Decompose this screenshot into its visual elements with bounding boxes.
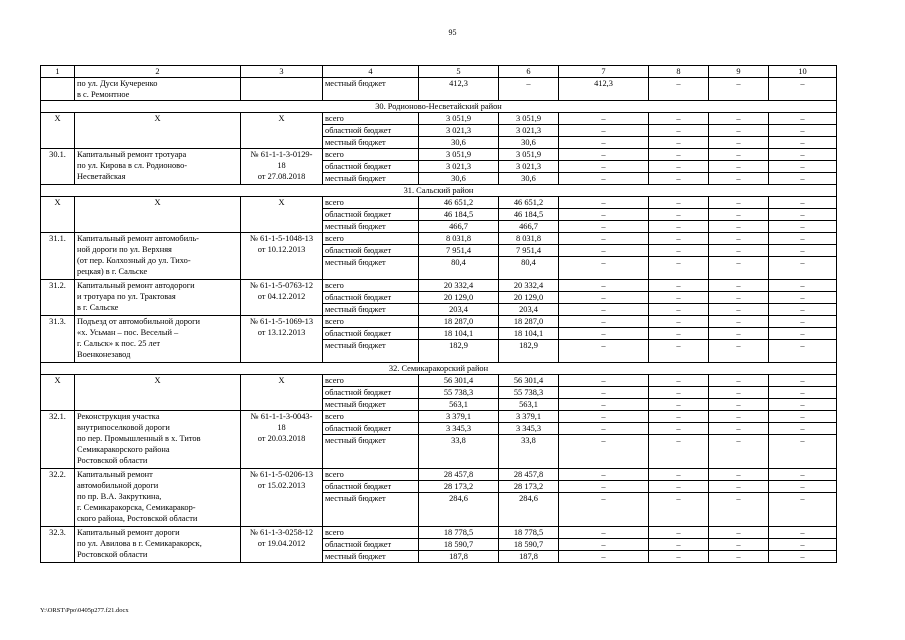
cell-value: 18 104,1 — [419, 328, 499, 340]
cell-value: – — [559, 375, 649, 387]
cell-value: – — [769, 411, 837, 423]
cell-value: – — [709, 78, 769, 101]
cell-value: – — [709, 245, 769, 257]
cell-value: 18 287,0 — [499, 316, 559, 328]
cell-value: 3 379,1 — [499, 411, 559, 423]
section-title: 30. Родионово-Несветайский район — [41, 101, 837, 113]
column-header: 2 — [75, 66, 241, 78]
cell-document: № 61-1-3-0258-12 от 19.04.2012 — [241, 527, 323, 563]
column-header: 8 — [649, 66, 709, 78]
cell-value: 46 184,5 — [419, 209, 499, 221]
cell-value: – — [769, 469, 837, 481]
cell-value: – — [559, 423, 649, 435]
cell-value: 28 457,8 — [419, 469, 499, 481]
cell-value: 56 301,4 — [499, 375, 559, 387]
cell-value: 55 738,3 — [419, 387, 499, 399]
cell-value: 46 184,5 — [499, 209, 559, 221]
cell-value: 30,6 — [499, 137, 559, 149]
cell-value: – — [709, 527, 769, 539]
cell-budget-source: местный бюджет — [323, 399, 419, 411]
cell-value: – — [709, 551, 769, 563]
cell-document: Х — [241, 197, 323, 233]
column-header: 5 — [419, 66, 499, 78]
column-header: 6 — [499, 66, 559, 78]
cell-budget-source: местный бюджет — [323, 78, 419, 101]
cell-value: – — [559, 197, 649, 209]
table-row — [41, 78, 837, 101]
table-row — [41, 113, 837, 125]
cell-value: 30,6 — [419, 137, 499, 149]
cell-value: – — [709, 113, 769, 125]
cell-value: – — [649, 233, 709, 245]
cell-value: – — [649, 149, 709, 161]
cell-value: 20 129,0 — [499, 292, 559, 304]
cell-object-name: Капитальный ремонт автомобильной дороги по пр. В.А. Закруткина, г. Семикаракорска, Семикаракор- ского района, Ростовской области — [75, 469, 241, 527]
cell-value: – — [769, 328, 837, 340]
cell-budget-source: областной бюджет — [323, 387, 419, 399]
cell-value: – — [559, 137, 649, 149]
cell-value: – — [769, 304, 837, 316]
cell-budget-source: областной бюджет — [323, 292, 419, 304]
cell-value: 33,8 — [499, 435, 559, 469]
cell-value: – — [709, 161, 769, 173]
cell-value: – — [769, 197, 837, 209]
table-row — [41, 316, 837, 328]
cell-value: – — [769, 125, 837, 137]
cell-value: 3 345,3 — [499, 423, 559, 435]
cell-value: – — [769, 527, 837, 539]
cell-budget-source: областной бюджет — [323, 245, 419, 257]
cell-value: – — [769, 173, 837, 185]
cell-budget-source: областной бюджет — [323, 423, 419, 435]
cell-value: – — [649, 304, 709, 316]
cell-object-name: Капитальный ремонт тротуара по ул. Кирова в сл. Родионово- Несветайская — [75, 149, 241, 185]
cell-value: 18 778,5 — [499, 527, 559, 539]
cell-budget-source: местный бюджет — [323, 340, 419, 363]
cell-budget-source: всего — [323, 375, 419, 387]
cell-value: – — [559, 493, 649, 527]
cell-value: – — [769, 280, 837, 292]
cell-value: 30,6 — [499, 173, 559, 185]
cell-value: – — [709, 469, 769, 481]
cell-value: – — [649, 257, 709, 280]
cell-value: – — [769, 245, 837, 257]
cell-value: 8 031,8 — [499, 233, 559, 245]
cell-value: – — [769, 387, 837, 399]
cell-value: – — [649, 316, 709, 328]
cell-value: – — [769, 257, 837, 280]
cell-document: № 61-1-5-0763-12 от 04.12.2012 — [241, 280, 323, 316]
cell-value: – — [769, 551, 837, 563]
cell-value: 284,6 — [419, 493, 499, 527]
cell-value: – — [769, 423, 837, 435]
cell-value: – — [709, 411, 769, 423]
cell-object-name: Подъезд от автомобильной дороги «х. Усьман – пос. Веселый – г. Сальск» к пос. 25 лет Военконезавод — [75, 316, 241, 363]
cell-value: – — [559, 399, 649, 411]
cell-value: – — [709, 387, 769, 399]
cell-value: 80,4 — [499, 257, 559, 280]
cell-value: – — [709, 435, 769, 469]
cell-value: – — [709, 149, 769, 161]
cell-value: 28 173,2 — [499, 481, 559, 493]
cell-value: – — [649, 481, 709, 493]
cell-value: 18 778,5 — [419, 527, 499, 539]
cell-budget-source: всего — [323, 527, 419, 539]
cell-value: – — [709, 304, 769, 316]
cell-value: – — [769, 161, 837, 173]
cell-value: – — [769, 137, 837, 149]
cell-value: – — [649, 539, 709, 551]
cell-value: – — [709, 221, 769, 233]
cell-value: – — [499, 78, 559, 101]
cell-object-name: Капитальный ремонт дороги по ул. Авилова в г. Семикаракорск, Ростовской области — [75, 527, 241, 563]
cell-value: – — [709, 539, 769, 551]
section-row — [41, 101, 837, 113]
cell-budget-source: всего — [323, 149, 419, 161]
cell-value: – — [769, 399, 837, 411]
cell-value: – — [559, 233, 649, 245]
cell-value: 20 332,4 — [419, 280, 499, 292]
cell-value: 412,3 — [419, 78, 499, 101]
cell-value: 18 104,1 — [499, 328, 559, 340]
cell-value: 187,8 — [499, 551, 559, 563]
cell-value: – — [649, 328, 709, 340]
cell-value: – — [769, 292, 837, 304]
cell-object-name: Капитальный ремонт автодороги и тротуара по ул. Трактовая в г. Сальске — [75, 280, 241, 316]
cell-value: – — [769, 113, 837, 125]
cell-value: – — [649, 78, 709, 101]
cell-budget-source: областной бюджет — [323, 328, 419, 340]
cell-document: № 61-1-5-0206-13 от 15.02.2013 — [241, 469, 323, 527]
table-row — [41, 527, 837, 539]
cell-value: – — [649, 209, 709, 221]
cell-value: – — [559, 328, 649, 340]
cell-value: – — [649, 245, 709, 257]
cell-object-name: по ул. Дуси Кучеренко в с. Ремонтное — [75, 78, 241, 101]
cell-value: – — [559, 113, 649, 125]
cell-value: – — [559, 551, 649, 563]
table-row — [41, 280, 837, 292]
cell-value: 7 951,4 — [499, 245, 559, 257]
cell-budget-source: местный бюджет — [323, 137, 419, 149]
cell-value: – — [769, 375, 837, 387]
cell-value: – — [709, 197, 769, 209]
cell-value: 18 590,7 — [419, 539, 499, 551]
cell-object-name: Х — [75, 375, 241, 411]
cell-value: – — [559, 481, 649, 493]
cell-number — [41, 78, 75, 101]
cell-budget-source: всего — [323, 469, 419, 481]
cell-value: – — [709, 209, 769, 221]
cell-budget-source: областной бюджет — [323, 161, 419, 173]
column-header: 4 — [323, 66, 419, 78]
cell-value: 182,9 — [419, 340, 499, 363]
cell-value: – — [709, 280, 769, 292]
cell-value: 3 345,3 — [419, 423, 499, 435]
cell-value: 18 287,0 — [419, 316, 499, 328]
cell-value: 3 051,9 — [499, 113, 559, 125]
cell-value: – — [769, 493, 837, 527]
cell-value: – — [559, 316, 649, 328]
cell-budget-source: местный бюджет — [323, 493, 419, 527]
cell-value: – — [559, 340, 649, 363]
cell-value: – — [649, 375, 709, 387]
cell-value: – — [769, 221, 837, 233]
cell-value: 3 021,3 — [419, 125, 499, 137]
cell-value: – — [559, 469, 649, 481]
cell-value: – — [709, 375, 769, 387]
cell-value: – — [649, 435, 709, 469]
cell-value: – — [709, 423, 769, 435]
cell-value: 412,3 — [559, 78, 649, 101]
table-row — [41, 233, 837, 245]
footer-file-path: Y:\ORST\Ppo\0405p277.f21.docx — [40, 607, 129, 614]
cell-value: – — [559, 257, 649, 280]
cell-document: Х — [241, 113, 323, 149]
cell-value: – — [769, 316, 837, 328]
cell-document: № 61-1-1-3-0043- 18 от 20.03.2018 — [241, 411, 323, 469]
cell-value: – — [649, 221, 709, 233]
cell-value: 56 301,4 — [419, 375, 499, 387]
column-header: 1 — [41, 66, 75, 78]
cell-number: 32.1. — [41, 411, 75, 469]
budget-table — [40, 65, 837, 563]
column-header: 7 — [559, 66, 649, 78]
cell-budget-source: местный бюджет — [323, 435, 419, 469]
cell-value: – — [769, 539, 837, 551]
cell-number: Х — [41, 197, 75, 233]
cell-budget-source: местный бюджет — [323, 173, 419, 185]
cell-budget-source: всего — [323, 411, 419, 423]
cell-value: – — [559, 125, 649, 137]
table-row — [41, 197, 837, 209]
cell-value: – — [769, 78, 837, 101]
cell-value: – — [649, 411, 709, 423]
cell-number: 31.3. — [41, 316, 75, 363]
cell-value: – — [649, 161, 709, 173]
column-header: 9 — [709, 66, 769, 78]
cell-value: – — [649, 387, 709, 399]
cell-value: 80,4 — [419, 257, 499, 280]
cell-value: – — [559, 221, 649, 233]
cell-document: № 61-1-5-1069-13 от 13.12.2013 — [241, 316, 323, 363]
cell-value: 182,9 — [499, 340, 559, 363]
cell-value: – — [769, 435, 837, 469]
cell-value: – — [649, 527, 709, 539]
cell-document: № 61-1-1-3-0129- 18 от 27.08.2018 — [241, 149, 323, 185]
cell-value: – — [649, 137, 709, 149]
cell-value: 7 951,4 — [419, 245, 499, 257]
cell-number: 31.2. — [41, 280, 75, 316]
cell-value: – — [769, 340, 837, 363]
cell-value: 203,4 — [499, 304, 559, 316]
cell-value: – — [649, 173, 709, 185]
column-header: 3 — [241, 66, 323, 78]
cell-value: – — [649, 469, 709, 481]
cell-value: 28 457,8 — [499, 469, 559, 481]
cell-value: – — [769, 209, 837, 221]
cell-value: 46 651,2 — [499, 197, 559, 209]
cell-document: Х — [241, 375, 323, 411]
cell-object-name: Капитальный ремонт автомобиль- ной дороги по ул. Верхняя (от пер. Колхозный до ул. Тихо- рецкая) в г. Сальске — [75, 233, 241, 280]
cell-value: 20 332,4 — [499, 280, 559, 292]
table-row — [41, 149, 837, 161]
cell-value: – — [559, 245, 649, 257]
cell-value: – — [709, 340, 769, 363]
cell-budget-source: областной бюджет — [323, 125, 419, 137]
cell-value: 18 590,7 — [499, 539, 559, 551]
cell-value: – — [559, 280, 649, 292]
cell-value: 33,8 — [419, 435, 499, 469]
cell-budget-source: местный бюджет — [323, 304, 419, 316]
cell-value: 563,1 — [499, 399, 559, 411]
cell-value: 8 031,8 — [419, 233, 499, 245]
cell-number: 32.2. — [41, 469, 75, 527]
cell-value: 466,7 — [419, 221, 499, 233]
cell-value: – — [649, 280, 709, 292]
cell-value: – — [769, 233, 837, 245]
cell-number: Х — [41, 113, 75, 149]
cell-value: – — [709, 125, 769, 137]
cell-value: – — [559, 539, 649, 551]
cell-document: № 61-1-5-1048-13 от 10.12.2013 — [241, 233, 323, 280]
cell-value: – — [709, 328, 769, 340]
table-row — [41, 375, 837, 387]
cell-budget-source: всего — [323, 113, 419, 125]
cell-value: – — [709, 233, 769, 245]
cell-value: 55 738,3 — [499, 387, 559, 399]
cell-value: – — [769, 149, 837, 161]
cell-value: – — [649, 197, 709, 209]
cell-value: – — [709, 137, 769, 149]
column-number-row — [41, 66, 837, 78]
cell-value: – — [649, 551, 709, 563]
cell-value: 20 129,0 — [419, 292, 499, 304]
cell-value: – — [559, 161, 649, 173]
section-row — [41, 185, 837, 197]
cell-value: – — [649, 113, 709, 125]
cell-budget-source: областной бюджет — [323, 539, 419, 551]
cell-value: 46 651,2 — [419, 197, 499, 209]
page-number: 95 — [448, 28, 457, 37]
cell-object-name: Х — [75, 197, 241, 233]
cell-value: – — [709, 257, 769, 280]
cell-value: – — [649, 423, 709, 435]
cell-budget-source: всего — [323, 233, 419, 245]
cell-number: 30.1. — [41, 149, 75, 185]
cell-value: – — [559, 149, 649, 161]
table-body — [41, 66, 837, 563]
cell-value: 30,6 — [419, 173, 499, 185]
cell-value: – — [559, 435, 649, 469]
cell-value: 563,1 — [419, 399, 499, 411]
cell-budget-source: областной бюджет — [323, 481, 419, 493]
cell-value: – — [709, 399, 769, 411]
cell-budget-source: местный бюджет — [323, 221, 419, 233]
cell-value: – — [649, 493, 709, 527]
cell-value: 466,7 — [499, 221, 559, 233]
cell-value: – — [709, 292, 769, 304]
cell-budget-source: местный бюджет — [323, 551, 419, 563]
cell-value: 3 051,9 — [419, 149, 499, 161]
cell-budget-source: всего — [323, 197, 419, 209]
cell-value: – — [649, 399, 709, 411]
table-row — [41, 469, 837, 481]
cell-budget-source: областной бюджет — [323, 209, 419, 221]
cell-value: – — [559, 209, 649, 221]
cell-value: – — [769, 481, 837, 493]
cell-value: – — [649, 125, 709, 137]
cell-value: – — [559, 292, 649, 304]
cell-value: 3 051,9 — [499, 149, 559, 161]
cell-value: 284,6 — [499, 493, 559, 527]
section-title: 31. Сальский район — [41, 185, 837, 197]
cell-number: Х — [41, 375, 75, 411]
cell-number: 32.3. — [41, 527, 75, 563]
cell-budget-source: всего — [323, 280, 419, 292]
cell-value: – — [709, 316, 769, 328]
cell-value: 3 051,9 — [419, 113, 499, 125]
cell-value: – — [709, 173, 769, 185]
cell-value: – — [559, 411, 649, 423]
cell-number: 31.1. — [41, 233, 75, 280]
cell-value: 3 021,3 — [419, 161, 499, 173]
cell-value: – — [649, 292, 709, 304]
cell-value: 28 173,2 — [419, 481, 499, 493]
cell-value: – — [709, 481, 769, 493]
cell-value: 3 021,3 — [499, 161, 559, 173]
section-row — [41, 363, 837, 375]
table-row — [41, 411, 837, 423]
cell-value: – — [559, 304, 649, 316]
cell-value: – — [559, 527, 649, 539]
section-title: 32. Семикаракорский район — [41, 363, 837, 375]
cell-object-name: Х — [75, 113, 241, 149]
cell-object-name: Реконструкция участка внутрипоселковой дороги по пер. Промышленный в х. Титов Семикаракорского района Ростовской области — [75, 411, 241, 469]
cell-value: 203,4 — [419, 304, 499, 316]
cell-value: 3 021,3 — [499, 125, 559, 137]
cell-value: – — [559, 173, 649, 185]
cell-document — [241, 78, 323, 101]
cell-value: – — [709, 493, 769, 527]
cell-budget-source: всего — [323, 316, 419, 328]
cell-budget-source: местный бюджет — [323, 257, 419, 280]
cell-value: – — [649, 340, 709, 363]
cell-value: – — [559, 387, 649, 399]
cell-value: 187,8 — [419, 551, 499, 563]
cell-value: 3 379,1 — [419, 411, 499, 423]
column-header: 10 — [769, 66, 837, 78]
